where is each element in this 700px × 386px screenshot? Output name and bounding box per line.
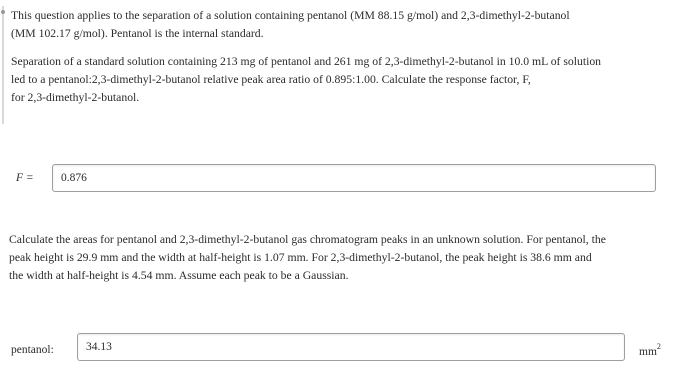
unit-exponent: 2 bbox=[656, 342, 661, 351]
f-answer-field[interactable]: 0.876 bbox=[52, 164, 656, 192]
question-intro bbox=[11, 7, 570, 43]
f-label: F = bbox=[16, 172, 34, 184]
intro-line-2: (MM 102.17 g/mol). Pentanol is the internal standard. bbox=[11, 27, 264, 40]
part2-line-1: Calculate the areas for pentanol and 2,3-dimethyl-2-butanol gas chromatogram peaks in an unknown solution. For pentanol, the bbox=[9, 233, 606, 246]
part2-line-3: the width at half-height is 4.54 mm. Assume each peak to be a Gaussian. bbox=[9, 269, 349, 282]
part2-line-2: peak height is 29.9 mm and the width at half-height is 1.07 mm. For 2,3-dimethyl-2-butanol, the peak height is 38.6 mm and bbox=[9, 251, 592, 264]
part1-line-3: for 2,3-dimethyl-2-butanol. bbox=[11, 91, 140, 104]
part2-prompt bbox=[9, 231, 606, 285]
part1-line-2: led to a pentanol:2,3-dimethyl-2-butanol relative peak area ratio of 0.895:1.00. Calculate the response factor, F, bbox=[11, 73, 531, 86]
part1-prompt bbox=[11, 53, 601, 107]
pentanol-area-field[interactable]: 34.13 bbox=[77, 333, 625, 361]
intro-line-1: This question applies to the separation of a solution containing pentanol (MM 88.15 g/mol) and 2,3-dimethyl-2-butanol bbox=[11, 9, 570, 22]
pentanol-unit bbox=[639, 343, 661, 358]
unit-base: mm bbox=[639, 345, 657, 358]
part1-line-1: Separation of a standard solution containing 213 mg of pentanol and 261 mg of 2,3-dimethyl-2-butanol in 10.0 mL of solution bbox=[11, 55, 602, 68]
question-left-rule bbox=[2, 6, 4, 124]
gutter-marker bbox=[1, 10, 5, 14]
pentanol-label: pentanol: bbox=[11, 344, 54, 356]
